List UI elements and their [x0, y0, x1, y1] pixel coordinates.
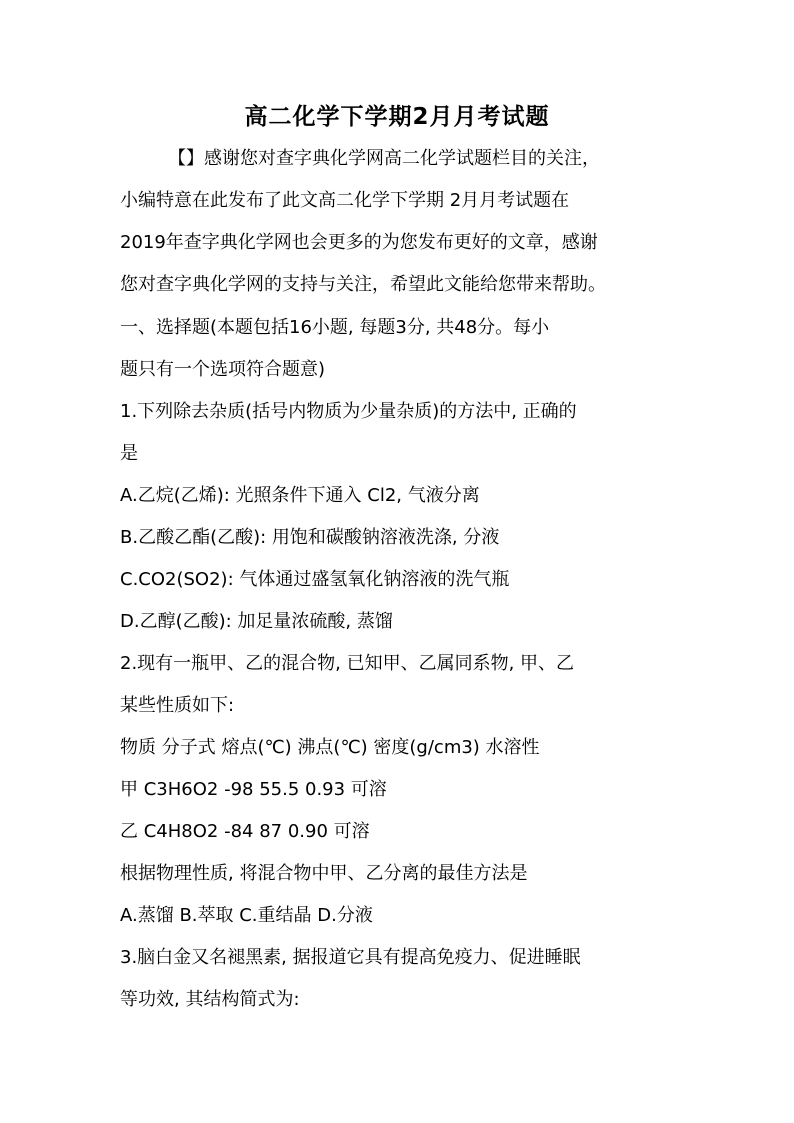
section-heading-line-2: 题只有一个选项符合题意)	[120, 359, 326, 380]
question-1-option-c: C.CO2(SO2): 气体通过盛氢氧化钠溶液的洗气瓶	[120, 569, 510, 590]
intro-line-1: 【】感谢您对查字典化学网高二化学试题栏目的关注，	[168, 148, 600, 169]
question-1-stem-line-1: 1.下列除去杂质(括号内物质为少量杂质)的方法中, 正确的	[120, 401, 577, 422]
intro-line-2: 小编特意在此发布了此文高二化学下学期 2月月考试题在	[120, 190, 570, 211]
question-1-stem-line-2: 是	[120, 443, 138, 464]
question-2-table-row-a: 甲 C3H6O2 -98 55.5 0.93 可溶	[120, 779, 387, 800]
question-2-stem-line-2: 某些性质如下:	[120, 695, 235, 716]
question-3-stem-line-1: 3.脑白金又名褪黑素, 据报道它具有提高免疫力、促进睡眠	[120, 947, 581, 968]
question-2-options: A.蒸馏 B.萃取 C.重结晶 D.分液	[120, 905, 373, 926]
document-title: 高二化学下学期2月月考试题	[244, 104, 550, 130]
question-2-table-header: 物质 分子式 熔点(℃) 沸点(℃) 密度(g/cm3) 水溶性	[120, 737, 540, 758]
question-2-stem-line-1: 2.现有一瓶甲、乙的混合物, 已知甲、乙属同系物, 甲、乙	[120, 653, 575, 674]
section-heading-line-1: 一、选择题(本题包括16小题, 每题3分, 共48分。每小	[120, 317, 550, 338]
question-2-prompt: 根据物理性质, 将混合物中甲、乙分离的最佳方法是	[120, 863, 528, 884]
intro-line-3: 2019年查字典化学网也会更多的为您发布更好的文章，感谢	[120, 232, 598, 253]
question-1-option-a: A.乙烷(乙烯): 光照条件下通入 Cl2, 气液分离	[120, 485, 480, 506]
question-1-option-d: D.乙醇(乙酸): 加足量浓硫酸, 蒸馏	[120, 611, 393, 632]
question-1-option-b: B.乙酸乙酯(乙酸): 用饱和碳酸钠溶液洗涤, 分液	[120, 527, 500, 548]
question-2-table-row-b: 乙 C4H8O2 -84 87 0.90 可溶	[120, 821, 370, 842]
intro-line-4: 您对查字典化学网的支持与关注，希望此文能给您带来帮助。	[120, 274, 606, 295]
question-3-stem-line-2: 等功效, 其结构简式为:	[120, 989, 300, 1010]
